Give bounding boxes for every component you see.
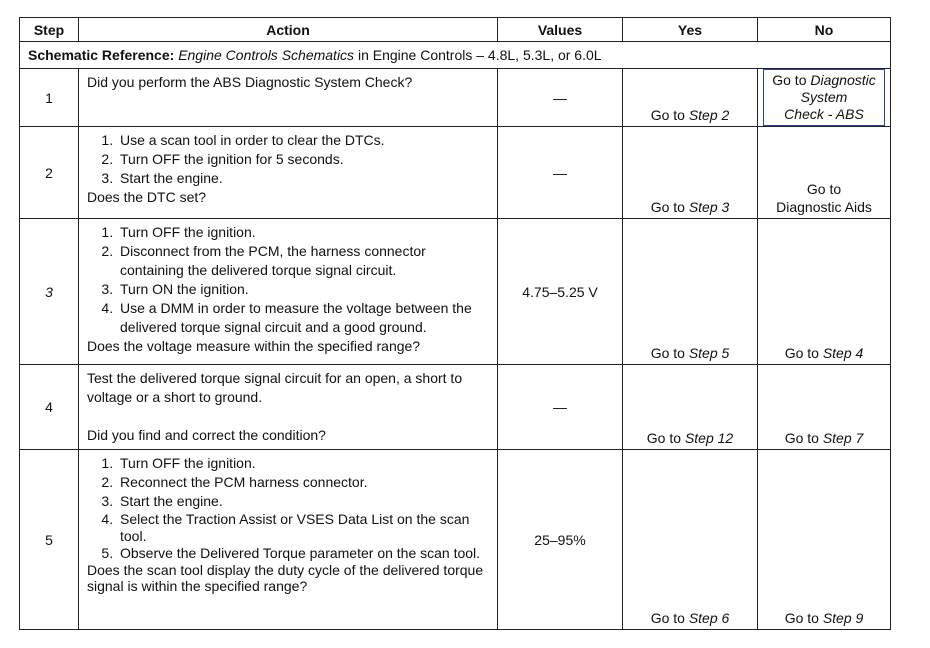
step-number: 3 (20, 219, 79, 365)
yes-link[interactable]: Step 2 (688, 107, 730, 123)
diagnostic-table (19, 17, 891, 630)
action-question: Did you find and correct the condition? (87, 427, 326, 443)
action-step: 1. Turn OFF the ignition. (117, 454, 491, 473)
no-link-line: System (800, 89, 848, 105)
table-row (20, 69, 891, 127)
yes-link[interactable]: Step 3 (688, 199, 730, 215)
action-step: 2. Disconnect from the PCM, the harness connector containing the delivered torque signal circuit. (117, 242, 491, 280)
schematic-label: Schematic Reference: (28, 47, 175, 63)
no-prefix: Go to (784, 430, 819, 446)
action-step: 1. Use a scan tool in order to clear the DTCs. (117, 131, 491, 150)
header-row (20, 18, 891, 42)
value-cell: — (498, 69, 623, 127)
action-cell (79, 219, 498, 365)
value-cell: — (498, 365, 623, 450)
no-prefix: Go to (772, 72, 807, 88)
yes-prefix: Go to (650, 199, 685, 215)
action-steps (87, 223, 491, 337)
no-prefix: Go to (784, 345, 819, 361)
table-row (20, 127, 891, 219)
no-prefix: Go to (806, 181, 842, 197)
schematic-link[interactable]: Engine Controls Schematics (178, 47, 355, 63)
table-row (20, 365, 891, 450)
yes-cell (623, 219, 758, 365)
schematic-row (20, 42, 891, 69)
action-cell (79, 69, 498, 127)
action-step: 3. Start the engine. (117, 169, 491, 188)
header-no: No (758, 18, 891, 42)
value-cell: — (498, 127, 623, 219)
action-text: Test the delivered torque signal circuit for an open, a short to voltage or a short to ground. (87, 370, 463, 405)
action-step: 4. Select the Traction Assist or VSES Data List on the scan tool. (117, 511, 491, 545)
header-action: Action (79, 18, 498, 42)
no-cell (758, 219, 891, 365)
yes-link[interactable]: Step 12 (684, 430, 734, 446)
no-link-line: Check - ABS (784, 106, 864, 122)
yes-link[interactable]: Step 5 (688, 345, 730, 361)
schematic-rest: in Engine Controls – 4.8L, 5.3L, or 6.0L (357, 47, 602, 63)
action-cell (79, 127, 498, 219)
no-prefix: Go to (784, 610, 819, 626)
no-link[interactable]: Step 7 (822, 430, 864, 446)
table-row (20, 219, 891, 365)
header-step: Step (20, 18, 79, 42)
no-cell (758, 365, 891, 450)
yes-prefix: Go to (646, 430, 682, 446)
no-link-diagnostic-system-check[interactable] (763, 69, 885, 126)
yes-prefix: Go to (650, 345, 685, 361)
schematic-reference (20, 42, 891, 69)
header-yes: Yes (623, 18, 758, 42)
action-step: 2. Turn OFF the ignition for 5 seconds. (117, 150, 491, 169)
step-number: 2 (20, 127, 79, 219)
no-cell (758, 127, 891, 219)
action-step: 3. Start the engine. (117, 492, 491, 511)
action-cell (79, 365, 498, 450)
step-number: 5 (20, 450, 79, 630)
no-link[interactable]: Step 9 (822, 610, 864, 626)
yes-link[interactable]: Step 6 (688, 610, 730, 626)
action-steps (87, 131, 491, 188)
value-cell: 25–95% (498, 450, 623, 630)
action-question: Does the DTC set? (87, 189, 207, 205)
action-step: 4. Use a DMM in order to measure the voltage between the delivered torque signal circuit and a good ground. (117, 299, 491, 337)
action-step: 5. Observe the Delivered Torque parameter on the scan tool. (117, 545, 491, 562)
action-step: 3. Turn ON the ignition. (117, 280, 491, 299)
action-steps (87, 454, 491, 562)
no-link[interactable]: Step 4 (822, 345, 864, 361)
yes-prefix: Go to (650, 610, 685, 626)
action-question: Does the scan tool display the duty cycle of the delivered torque signal is within the specified range? (87, 562, 484, 594)
action-step: 1. Turn OFF the ignition. (117, 223, 491, 242)
no-cell (758, 69, 891, 127)
no-link-line: Diagnostic (810, 72, 876, 88)
yes-prefix: Go to (650, 107, 685, 123)
action-question: Did you perform the ABS Diagnostic System Check? (87, 74, 413, 90)
step-number: 4 (20, 365, 79, 450)
yes-cell (623, 127, 758, 219)
yes-cell (623, 365, 758, 450)
table-row (20, 450, 891, 630)
no-link[interactable]: Diagnostic Aids (776, 199, 872, 215)
step-number: 1 (20, 69, 79, 127)
action-question: Does the voltage measure within the specified range? (87, 338, 421, 354)
yes-cell (623, 69, 758, 127)
no-cell (758, 450, 891, 630)
value-cell: 4.75–5.25 V (498, 219, 623, 365)
action-cell (79, 450, 498, 630)
header-values: Values (498, 18, 623, 42)
action-step: 2. Reconnect the PCM harness connector. (117, 473, 491, 492)
yes-cell (623, 450, 758, 630)
